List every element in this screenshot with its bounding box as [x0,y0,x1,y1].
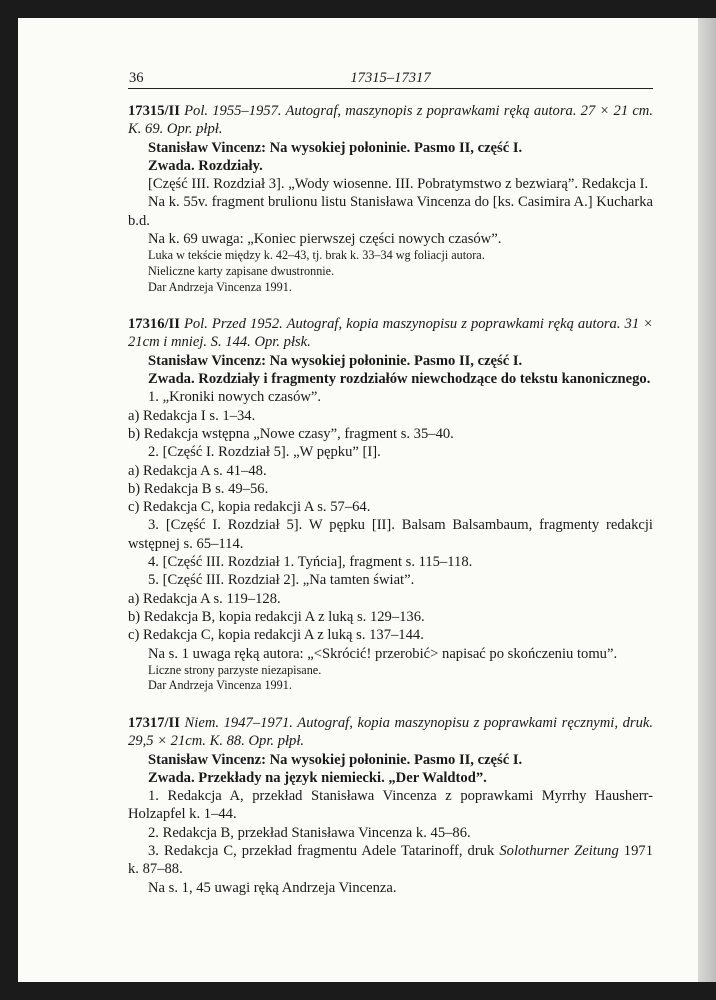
entry-paragraph: Na k. 55v. fragment brulionu listu Stanisława Vincenza do [ks. Casimira A.] Kucharka b.d. [128,194,653,229]
entry-title: Stanisław Vincenz: Na wysokiej połoninie. Pasmo II, część I. [148,751,523,768]
entry-paragraph: Na k. 69 uwaga: „Koniec pierwszej części nowych czasów”. [148,231,502,248]
page-number: 36 [129,70,144,86]
running-head: 17315–17317 [350,70,431,86]
entry-title: Stanisław Vincenz: Na wysokiej połoninie. Pasmo II, część I. [148,139,523,156]
entry-item: 1. „Kroniki nowych czasów”. [148,389,322,406]
entry-provenance: Dar Andrzeja Vincenza 1991. [148,678,292,693]
entry-subtitle: Zwada. Rozdziały. [148,157,263,174]
entry-item: 4. [Część III. Rozdział 1. Tyńcia], fragment s. 115–118. [148,554,473,571]
entry-physical-description: Pol. 1955–1957. Autograf, maszynopis z poprawkami ręką autora. 27 × 21 cm. K. 69. Opr. płpł. [128,103,653,138]
entry-item: 1. Redakcja A, przekład Stanisława Vincenza z poprawkami Myrrhy Hausherr-Holzapfel k. 1–44. [128,788,653,823]
entry-note: Liczne strony parzyste niezapisane. [148,662,322,677]
entry-provenance: Dar Andrzeja Vincenza 1991. [148,279,292,294]
newspaper-title: Solothurner Zeitung [499,843,619,860]
page-header [128,70,653,89]
catalog-entry [128,102,653,295]
entry-subtitle: Zwada. Przekłady na język niemiecki. „Der Waldtod”. [148,769,487,786]
entry-item: b) Redakcja B s. 49–56. [128,480,269,497]
catalog-entry [128,714,653,897]
entry-item: 2. [Część I. Rozdział 5]. „W pępku” [I]. [148,444,381,461]
entry-signature: 17315/II [128,103,180,119]
entry-description [128,714,653,751]
entry-signature: 17316/II [128,316,180,333]
entry-item: a) Redakcja A s. 41–48. [128,462,267,479]
catalog-entry [128,315,653,694]
entry-note: Luka w tekście między k. 42–43, tj. brak k. 33–34 wg foliacji autora. [148,248,485,263]
entry-item: c) Redakcja C, kopia redakcji A s. 57–64. [128,499,371,516]
entry-item: b) Redakcja wstępna „Nowe czasy”, fragment s. 35–40. [128,425,454,442]
entry-item: 5. [Część III. Rozdział 2]. „Na tamten świat”. [148,572,415,589]
document-page [18,18,698,982]
entry-physical-description: Niem. 1947–1971. Autograf, kopia maszynopisu z poprawkami ręcznymi, druk. 29,5 × 21cm. K. 88. Opr. płpł. [128,714,653,750]
entry-note: Nieliczne karty zapisane dwustronnie. [148,263,335,278]
entry-item: 3. [Część I. Rozdział 5]. W pępku [II]. Balsam Balsambaum, fragmenty redakcji wstępnej s. 65–114. [128,517,653,552]
entry-item: 3. Redakcja C, przekład fragmentu Adele Tatarinoff, druk Solothurner Zeitung 1971 k. 87–88. [128,843,653,878]
entry-item: c) Redakcja C, kopia redakcji A z luką s. 137–144. [128,627,424,644]
entry-item: Na s. 1, 45 uwagi ręką Andrzeja Vincenza. [148,879,397,896]
entry-subtitle: Zwada. Rozdziały i fragmenty rozdziałów niewchodzące do tekstu kanonicznego. [148,371,651,388]
entry-paragraph: [Część III. Rozdział 3]. „Wody wiosenne. III. Pobratymstwo z bezwiarą”. Redakcja I. [148,176,649,193]
entry-item: a) Redakcja I s. 1–34. [128,407,256,424]
entry-item: Na s. 1 uwaga ręką autora: „<Skrócić! przerobić> napisać po skończeniu tomu”. [148,645,618,662]
entry-item: a) Redakcja A s. 119–128. [128,590,281,607]
entry-title: Stanisław Vincenz: Na wysokiej połoninie. Pasmo II, część I. [148,352,523,369]
entry-signature: 17317/II [128,714,180,731]
entry-physical-description: Pol. Przed 1952. Autograf, kopia maszynopisu z poprawkami ręką autora. 31 × 21cm i mniej. S. 144. Opr. płsk. [128,316,654,351]
page-edge-shadow [698,18,716,982]
page-content [128,70,653,917]
entry-item: b) Redakcja B, kopia redakcji A z luką s. 129–136. [128,608,425,625]
entry-description [128,102,653,139]
entry-item: 2. Redakcja B, przekład Stanisława Vincenza k. 45–86. [148,824,471,841]
entry-description [128,315,653,352]
